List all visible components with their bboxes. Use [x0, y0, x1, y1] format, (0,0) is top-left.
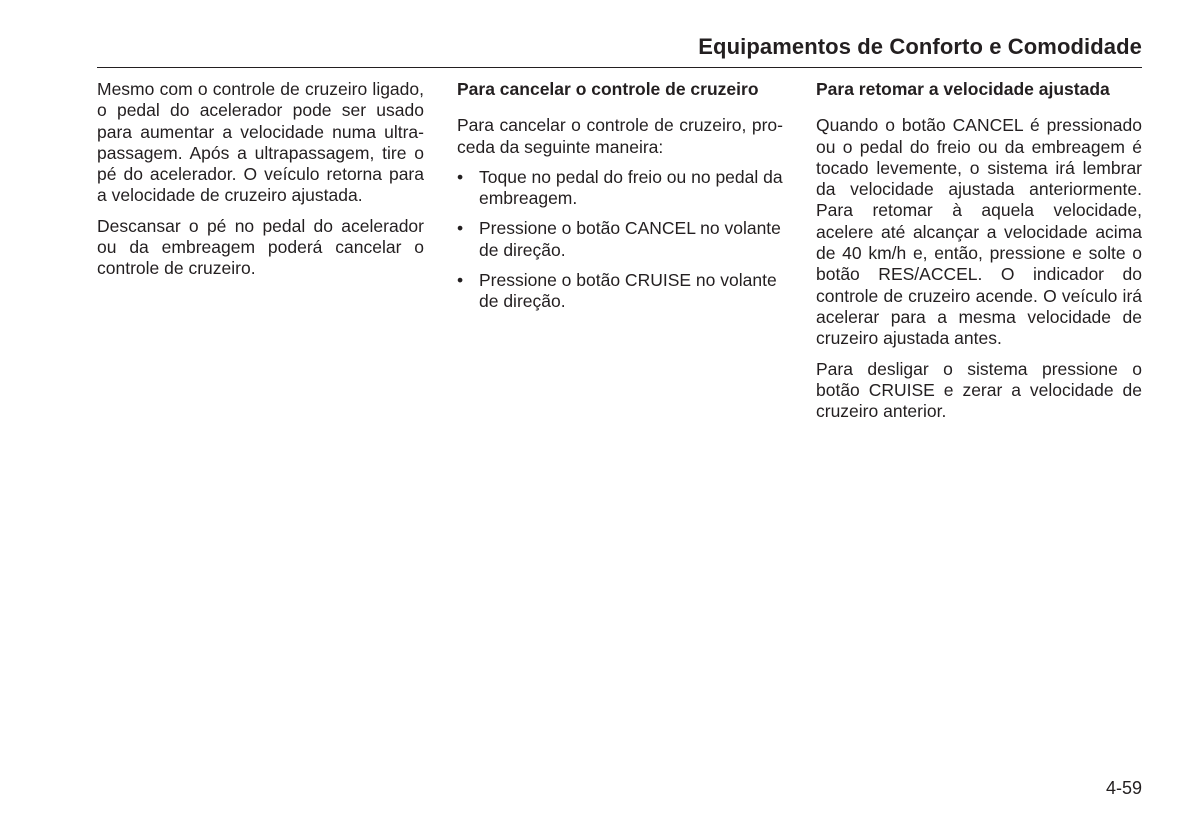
paragraph-resume-speed: Quando o botão CANCEL é pressionado ou o pedal do freio ou da embreagem é tocado levemente, o sistema irá lembrar da velocidade ajustada anteriormente. Para retomar à aquela velocidade, acelere até alcançar a velocidade acima de 40 km/h e, então, pressione e solte o botão RES/​ACCEL. O indicador do controle de cruzeiro acende. O veículo irá acelerar para a mesma velocidade de cruzeiro ajustada antes.: [816, 115, 1142, 349]
paragraph-cancel-intro: Para cancelar o controle de cruzeiro, proceda da seguinte maneira:: [457, 115, 783, 157]
column-middle: [457, 79, 783, 322]
cancel-steps-list: [457, 167, 783, 313]
list-item: [457, 270, 783, 313]
list-item-text: Pressione o botão CANCEL no volante de direção.: [479, 218, 781, 260]
column-right: [816, 79, 1142, 431]
paragraph-foot-resting-warning: Descansar o pé no pedal do acelerador ou da embreagem poderá cancelar o controle de cruzeiro.: [97, 215, 424, 279]
paragraph-turn-off-system: Para desligar o sistema pressione o botão CRUISE e zerar a velocidade de cruzeiro anterior.: [816, 358, 1142, 422]
list-item: [457, 218, 783, 261]
list-item-text: Toque no pedal do freio ou no pedal da embreagem.: [479, 166, 783, 209]
list-item-text: Pressione o botão CRUISE no volante de direção.: [479, 270, 777, 312]
bullet-icon: •: [457, 166, 464, 187]
paragraph-accelerator-overtaking: Mesmo com o controle de cruzeiro ligado, o pedal do acelerador pode ser usado para aumentar a velocidade numa ultrapassagem. Após a ultrapassagem, tire o pé do acelerador. O veículo retorna para a velocidade de cruzeiro ajustada.: [97, 79, 424, 206]
bullet-icon: •: [457, 270, 464, 291]
bullet-icon: •: [457, 218, 464, 239]
column-left: [97, 79, 424, 289]
header-divider: [97, 67, 1142, 68]
page-number: 4-59: [1105, 778, 1142, 798]
section-heading-resume: Para retomar a velocidade ajustada: [816, 79, 1110, 99]
page-header-title: Equipamentos de Conforto e Comodidade: [698, 34, 1142, 59]
list-item: [457, 167, 783, 210]
section-heading-cancel: Para cancelar o controle de cruzeiro: [457, 79, 759, 99]
